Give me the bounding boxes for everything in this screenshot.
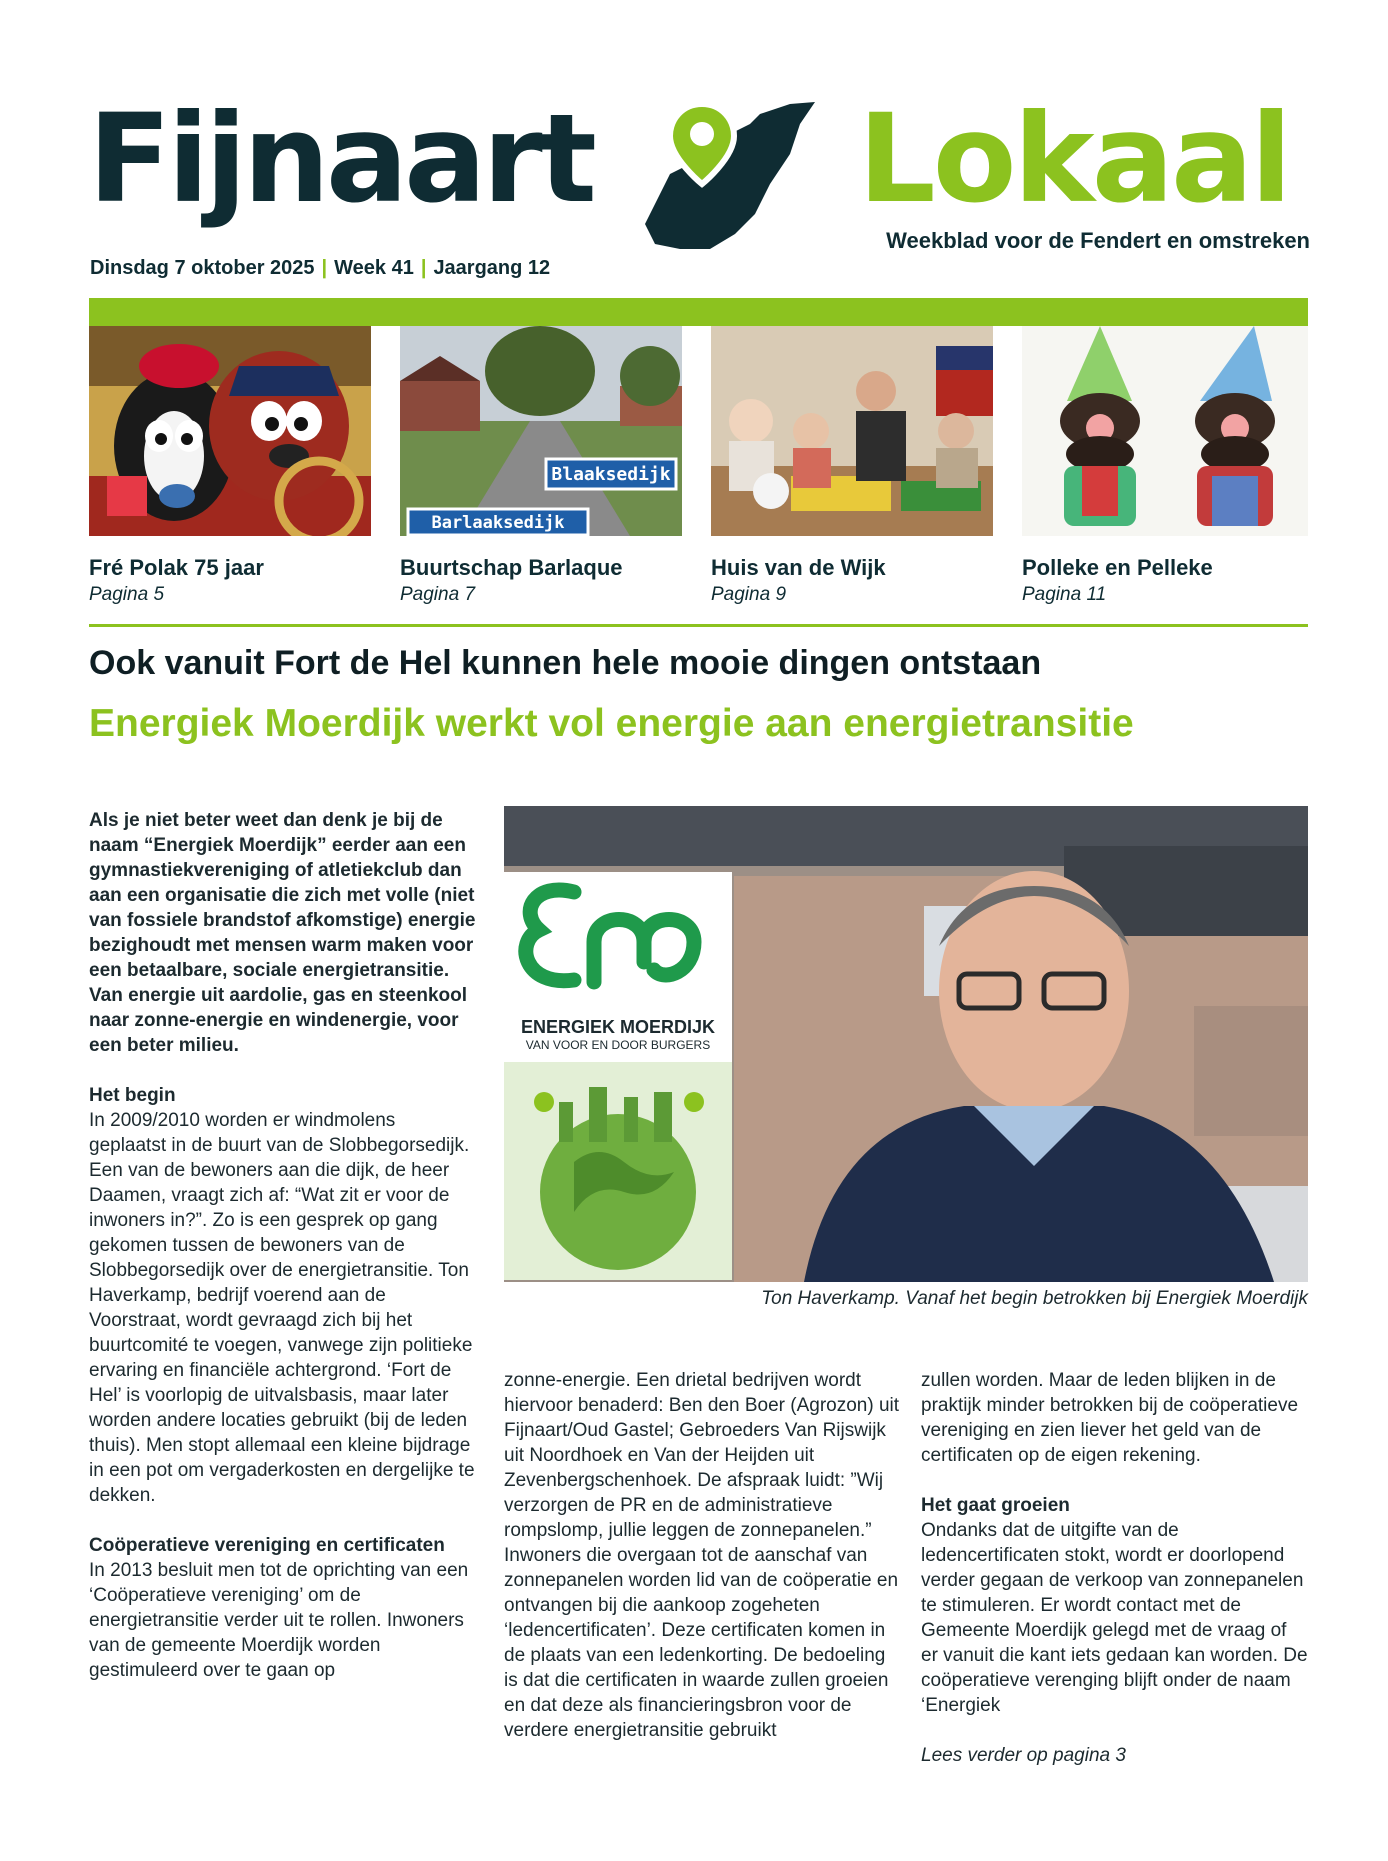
teaser-page-2: Pagina 7: [400, 584, 476, 605]
issue-week: Week 41: [334, 257, 414, 279]
teaser-page-1: Pagina 5: [89, 584, 165, 605]
continued-link[interactable]: Lees verder op pagina 3: [921, 1745, 1126, 1766]
column-3-text-1: zullen worden. Maar de leden blijken in de praktijk minder betrokken bij de coöperatieve vereniging en zien liever het geld van de certificaten op de eigen rekening.: [921, 1370, 1299, 1466]
section-heading-begin: Het begin: [89, 1085, 176, 1106]
section-heading-growth: Het gaat groeien: [921, 1495, 1070, 1516]
teaser-page-3: Pagina 9: [711, 584, 787, 605]
masthead-name-left: Fijnaart: [88, 88, 593, 230]
section-text-begin: In 2009/2010 worden er windmolens geplaatst in de buurt van de Slobbegorsedijk. Een van de bewoners aan die dijk, de heer Daamen, vraagt zich af: “Wat zit er voor de inwoners in?”. Zo is een gesprek op gang gekomen tussen de bewoners van de Slobbegorsedijk over de energietransitie. Ton Haverkamp, bedrijf voerend aan de Voorstraat, wordt gevraagd zich bij het buurtcomité te voegen, vanwege zijn politieke ervaring en financiële achtergrond. ‘Fort de Hel’ is voorlopig de uitvalsbasis, maar later worden andere locaties gebruikt (bij de leden thuis). Men stopt allemaal een kleine bijdrage in een pot om vergaderkosten en dergelijke te dekken.: [89, 1110, 475, 1506]
article-lead: Als je niet beter weet dan denk je bij de naam “Energiek Moerdijk” eerder aan een gymnastiekvereniging of atletiekclub dan aan een organisatie die zich met volle (niet van fossiele brandstof afkomstige) energie bezighoudt met mensen warm maken voor een betaalbare, sociale energietransitie. Van energie uit aardolie, gas en steenkool naar zonne-energie en windenergie, voor een beter milieu.: [89, 810, 476, 1056]
teaser-page-4: Pagina 11: [1022, 584, 1107, 605]
dateline: Dinsdag 7 oktober 2025 | Week 41 | Jaargang 12: [90, 257, 551, 279]
section-heading-cooperative: Coöperatieve vereniging en certificaten: [89, 1535, 445, 1556]
logo-line-2: VAN VOOR EN DOOR BURGERS: [525, 1038, 711, 1052]
article-headline: Energiek Moerdijk werkt vol energie aan energietransitie: [89, 702, 1134, 745]
logo-line-1: ENERGIEK MOERDIJK: [520, 1017, 716, 1037]
photo-caption: Ton Haverkamp. Vanaf het begin betrokken bij Energiek Moerdijk: [761, 1288, 1308, 1309]
teaser-title-2[interactable]: Buurtschap Barlaque: [400, 555, 623, 580]
column-2-text-1: zonne-energie. Een drietal bedrijven wordt hiervoor benaderd: Ben den Boer (Agrozon) uit Fijnaart/Oud Gastel; Gebroeders Van Rijswijk uit Noordhoek en Van der Heijden uit Zevenbergschenhoek. De afspraak luidt: ”Wij verzorgen de PR en de administratieve rompslomp, jullie leggen de zonnepanelen.”: [504, 1370, 900, 1541]
article-kicker: Ook vanuit Fort de Hel kunnen hele mooie dingen ontstaan: [89, 644, 1042, 682]
teaser-band: [89, 298, 1308, 326]
teaser-title-1[interactable]: Fré Polak 75 jaar: [89, 555, 264, 580]
masthead-name-right: Lokaal: [858, 88, 1290, 230]
section-text-cooperative: In 2013 besluit men tot de oprichting van een ‘Coöperatieve vereniging’ om de energietransitie verder uit te rollen. Inwoners van de gemeente Moerdijk worden gestimuleerd over te gaan op: [89, 1560, 469, 1681]
sign-barlaaksedijk: Barlaaksedijk: [431, 513, 565, 533]
globe-icon: [504, 1062, 732, 1280]
teaser-photo-puppets: [89, 326, 371, 536]
column-2-text-2: Inwoners die overgaan tot de aanschaf van zonnepanelen worden lid van de coöperatie en ontvangen bij die aankoop zogeheten ‘ledencertificaten’. Deze certificaten komen in de plaats van een ledenkorting. De bedoeling is dat die certificaten in waarde zullen groeien en dat deze als financieringsbron voor de verdere energietransitie gebruikt: [504, 1545, 899, 1741]
masthead-tagline: Weekblad voor de Fendert en omstreken: [886, 228, 1310, 253]
issue-volume: Jaargang 12: [433, 257, 551, 279]
map-pin-logo-icon: [640, 84, 820, 254]
teaser-title-4[interactable]: Polleke en Pelleke: [1022, 555, 1213, 580]
divider: [89, 624, 1308, 627]
issue-date: Dinsdag 7 oktober 2025: [90, 257, 315, 279]
article-column-2: [504, 1368, 904, 1743]
energiek-moerdijk-logo: [504, 872, 732, 1062]
teaser-photo-gnome-drawing: [1022, 326, 1308, 536]
teaser-photo-road: [400, 326, 682, 536]
teaser-title-3[interactable]: Huis van de Wijk: [711, 555, 886, 580]
article-column-3: [921, 1368, 1308, 1768]
green-globe-illustration: [504, 1062, 732, 1280]
teaser-photo-community-room: [711, 326, 993, 536]
section-text-growth: Ondanks dat de uitgifte van de ledencertificaten stokt, wordt er doorlopend verder gegaan de verkoop van zonnepanelen te stimuleren. Er wordt contact met de Gemeente Moerdijk gelegd met de vraag of er vanuit die kant iets gedaan kan worden. De coöperatieve verenging blijft onder de naam ‘Energiek: [921, 1520, 1308, 1716]
article-column-1: [89, 808, 477, 1683]
sign-blaaksedijk: Blaaksedijk: [551, 464, 671, 485]
em-logo-icon: [504, 872, 732, 1012]
